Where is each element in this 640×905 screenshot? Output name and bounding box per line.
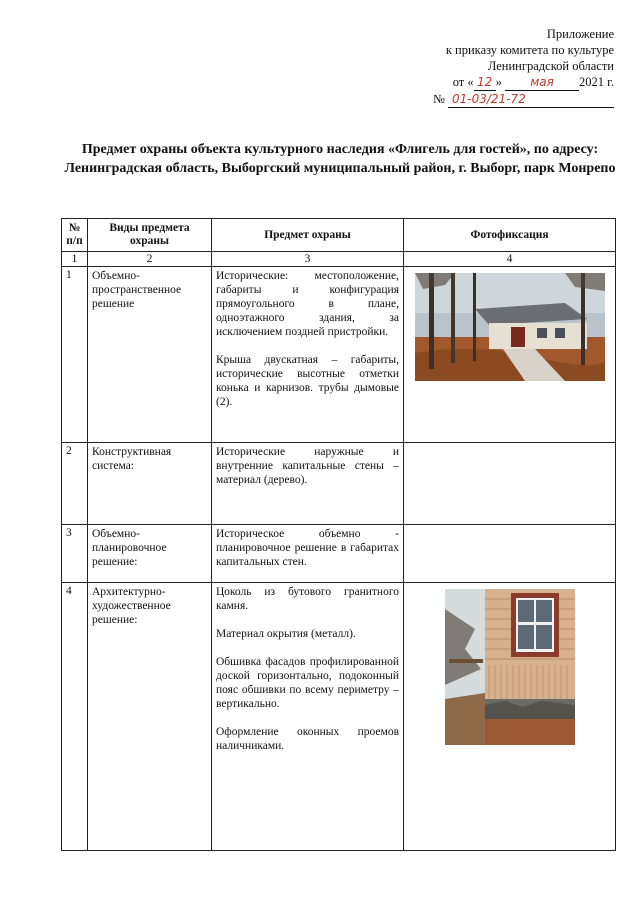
table-column-number-row	[62, 252, 616, 267]
row-number: 4	[62, 583, 88, 851]
row-subject	[212, 443, 404, 525]
header-number	[354, 91, 614, 108]
row-subject	[212, 525, 404, 583]
row-paragraph: Цоколь из бутового гранитного камня.	[216, 586, 399, 612]
row-type: Конструктивная система:	[88, 443, 212, 525]
table-row	[62, 583, 616, 851]
row-number: 2	[62, 443, 88, 525]
row-paragraph: Крыша двускатная – габариты, исторические высотные отметки конька и карнизов. трубы дымовые (2).	[216, 354, 399, 408]
header-date	[354, 74, 614, 91]
building-exterior-photo	[415, 273, 605, 381]
row-number: 3	[62, 525, 88, 583]
row-paragraph: Обшивка фасадов профилированной доской горизонтально, подоконный пояс обшивки по всему периметру – вертикально.	[216, 656, 399, 710]
date-day-handwritten: 12	[474, 74, 496, 91]
col-number-2: 2	[88, 252, 212, 267]
date-prefix: от «	[452, 75, 474, 89]
number-handwritten: 01-03/21-72	[448, 91, 614, 108]
facade-window-photo	[445, 589, 575, 745]
row-paragraph: Оформление оконных проемов наличниками.	[216, 726, 399, 752]
row-type: Объемно-планировочное решение:	[88, 525, 212, 583]
date-month-handwritten: мая	[505, 74, 579, 91]
row-paragraph: Историческое объемно - планировочное решение в габаритах капитальных стен.	[216, 528, 399, 568]
row-photo-cell	[404, 443, 616, 525]
table-row	[62, 267, 616, 443]
row-photo-cell	[404, 525, 616, 583]
date-year: 2021 г.	[579, 75, 614, 89]
table-header-row	[62, 219, 616, 252]
col-number-1: 1	[62, 252, 88, 267]
row-paragraph: Исторические: местоположение, габариты и конфигурация прямоугольного в плане, одноэтажного здания, за исключением поздней пристройки.	[216, 270, 399, 338]
col-number-4: 4	[404, 252, 616, 267]
row-type: Архитектурно-художественное решение:	[88, 583, 212, 851]
header-cell-number: № п/п	[62, 219, 88, 252]
row-paragraph: Исторические наружные и внутренние капитальные стены – материал (дерево).	[216, 446, 399, 486]
document-header	[354, 26, 614, 108]
date-mid: »	[495, 75, 502, 89]
protection-table	[61, 218, 616, 851]
document-title: Предмет охраны объекта культурного наследия «Флигель для гостей», по адресу: Ленинградская область, Выборгский муниципальный район, г. Выборг, парк Монрепо	[64, 142, 616, 176]
row-paragraph: Материал окрытия (металл).	[216, 628, 356, 640]
header-cell-type: Виды предмета охраны	[88, 219, 212, 252]
header-cell-subject: Предмет охраны	[212, 219, 404, 252]
header-line-3: Ленинградской области	[487, 59, 614, 73]
number-prefix: №	[432, 92, 445, 106]
row-number: 1	[62, 267, 88, 443]
table-row	[62, 443, 616, 525]
table-row	[62, 525, 616, 583]
header-line-1: Приложение	[546, 27, 614, 41]
header-line-2: к приказу комитета по культуре	[445, 43, 614, 57]
col-number-3: 3	[212, 252, 404, 267]
row-subject	[212, 583, 404, 851]
header-cell-photo: Фотофиксация	[404, 219, 616, 252]
row-photo-cell	[404, 583, 616, 851]
row-photo-cell	[404, 267, 616, 443]
row-subject	[212, 267, 404, 443]
row-type: Объемно-пространственное решение	[88, 267, 212, 443]
